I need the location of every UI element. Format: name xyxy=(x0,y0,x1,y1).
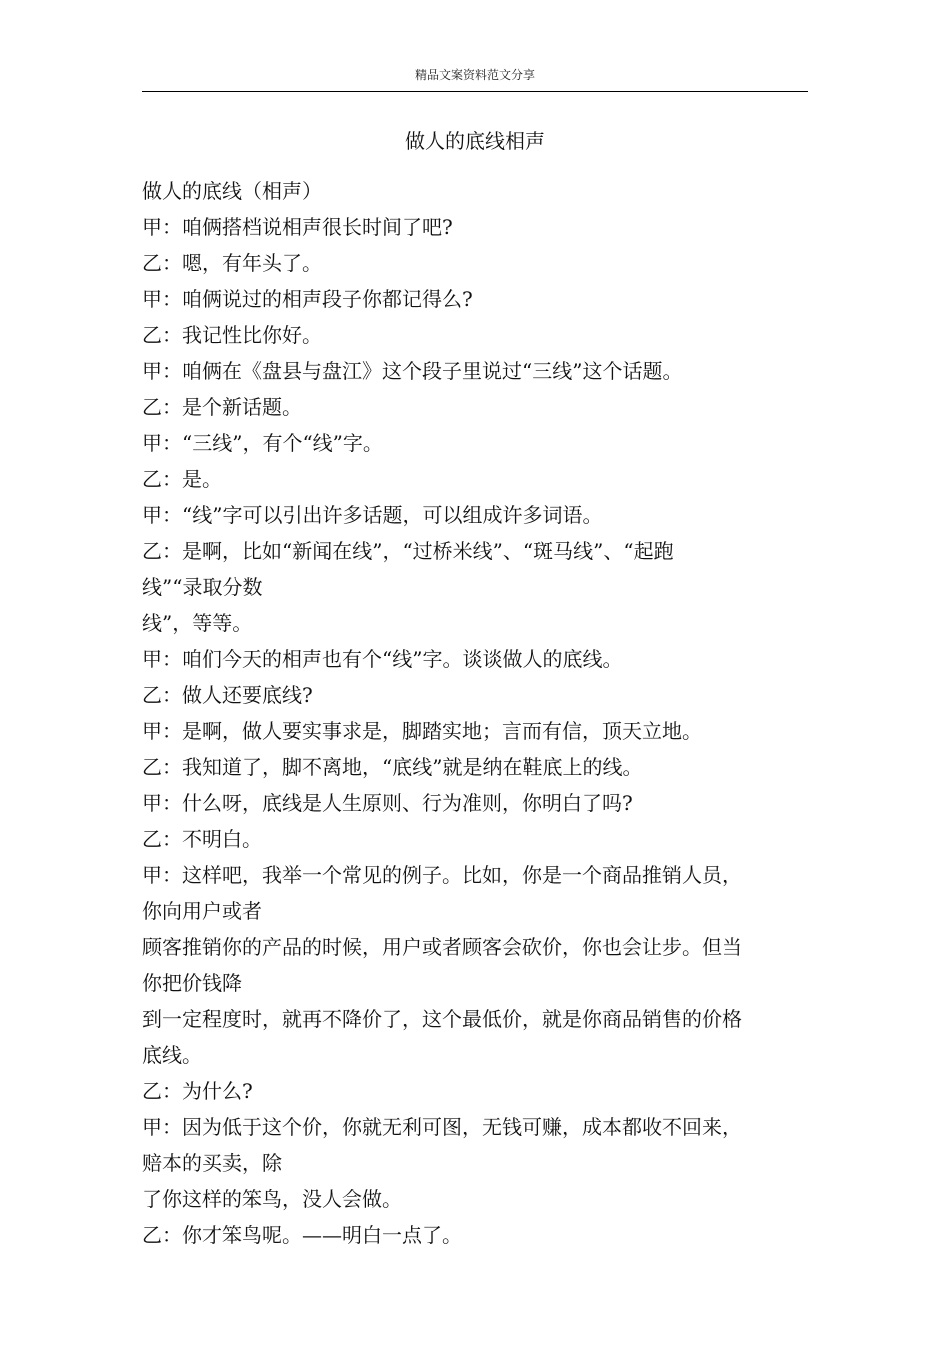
text-line: 线”，等等。 xyxy=(142,611,253,635)
text-line: 乙：是个新话题。 xyxy=(142,395,302,419)
text-line: 甲：“线”字可以引出许多话题，可以组成许多词语。 xyxy=(142,503,603,527)
text-line: 你向用户或者 xyxy=(142,899,262,923)
text-line: 甲：什么呀，底线是人生原则、行为准则，你明白了吗? xyxy=(142,791,633,815)
text-line: 赔本的买卖，除 xyxy=(142,1151,282,1175)
text-line: 乙：做人还要底线? xyxy=(142,683,313,707)
text-line: 了你这样的笨鸟，没人会做。 xyxy=(142,1187,402,1211)
text-line: 乙：嗯，有年头了。 xyxy=(142,251,322,275)
text-line: 乙：我记性比你好。 xyxy=(142,323,322,347)
text-line: 甲：这样吧，我举一个常见的例子。比如，你是一个商品推销人员， xyxy=(142,863,742,887)
text-line: 甲：咱俩搭档说相声很长时间了吧? xyxy=(142,215,453,239)
text-line: 乙：你才笨鸟呢。——明白一点了。 xyxy=(142,1223,462,1247)
text-line: 乙：是啊，比如“新闻在线”，“过桥米线”、“斑马线”、“起跑 xyxy=(142,539,674,563)
text-line: 甲：“三线”，有个“线”字。 xyxy=(142,431,383,455)
text-line: 甲：咱俩在《盘县与盘江》这个段子里说过“三线”这个话题。 xyxy=(142,359,683,383)
text-line: 乙：不明白。 xyxy=(142,827,262,851)
text-line: 甲：因为低于这个价，你就无利可图，无钱可赚，成本都收不回来， xyxy=(142,1115,742,1139)
text-line: 甲：咱们今天的相声也有个“线”字。谈谈做人的底线。 xyxy=(142,647,623,671)
header-divider xyxy=(142,91,808,92)
text-line: 甲：是啊，做人要实事求是，脚踏实地；言而有信，顶天立地。 xyxy=(142,719,702,743)
text-line: 线”“录取分数 xyxy=(142,575,263,599)
text-line: 乙：我知道了，脚不离地，“底线”就是纳在鞋底上的线。 xyxy=(142,755,643,779)
page-header: 精品文案资料范文分享 xyxy=(414,68,535,82)
text-line: 甲：咱俩说过的相声段子你都记得么? xyxy=(142,287,473,311)
text-line: 到一定程度时，就再不降价了，这个最低价，就是你商品销售的价格 xyxy=(142,1007,742,1031)
text-line: 乙：为什么? xyxy=(142,1079,253,1103)
text-line: 乙：是。 xyxy=(142,467,222,491)
document-body xyxy=(142,173,782,1253)
document-title: 做人的底线相声 xyxy=(405,129,545,153)
text-line: 顾客推销你的产品的时候，用户或者顾客会砍价，你也会让步。但当 xyxy=(142,935,742,959)
text-line: 底线。 xyxy=(142,1043,202,1067)
text-line: 做人的底线（相声） xyxy=(142,179,322,203)
text-line: 你把价钱降 xyxy=(142,971,242,995)
